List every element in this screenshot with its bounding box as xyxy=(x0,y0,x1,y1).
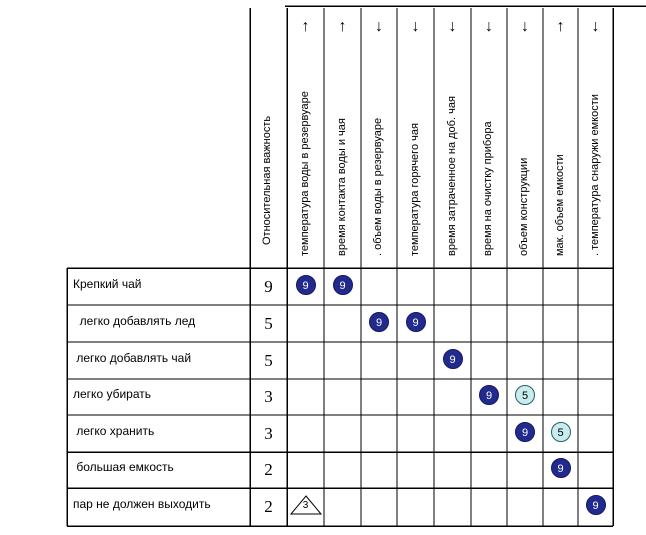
strong-relationship-circle: 9 xyxy=(586,495,606,515)
row-label: легко добавлять лед xyxy=(73,313,196,328)
strong-relationship-circle: 9 xyxy=(296,275,316,295)
strong-relationship-circle: 9 xyxy=(333,275,353,295)
column-header-label: объем конструкции xyxy=(518,157,530,256)
medium-relationship-circle: 5 xyxy=(551,422,571,442)
direction-arrow: ↓ xyxy=(375,18,383,35)
direction-arrow: ↓ xyxy=(448,18,457,35)
row-label: пар не должен выходить xyxy=(73,497,211,511)
importance-value: 2 xyxy=(264,460,273,479)
importance-value: 2 xyxy=(264,497,273,516)
importance-value: 5 xyxy=(264,313,273,333)
strong-relationship-circle: 9 xyxy=(443,349,463,369)
direction-arrow: ↓ xyxy=(485,18,493,35)
direction-arrow: ↓ xyxy=(521,18,529,35)
strong-relationship-circle: 9 xyxy=(479,385,499,405)
strong-relationship-circle: 9 xyxy=(369,312,389,332)
importance-value: 9 xyxy=(264,276,273,296)
row-label: легко хранить xyxy=(73,423,155,438)
weak-relationship-triangle xyxy=(290,495,322,515)
medium-relationship-circle: 5 xyxy=(515,385,535,405)
column-header-label: . температура снаружи емкости xyxy=(588,94,601,256)
row-label: легко убирать xyxy=(73,387,151,401)
direction-arrow: ↑ xyxy=(556,18,565,35)
column-header-label: время контакта воды и чая xyxy=(335,118,348,256)
column-header-label: . объем воды в резервуаре xyxy=(372,117,384,256)
direction-arrow: ↑ xyxy=(338,18,347,35)
row-label: Крепкий чай xyxy=(73,276,142,291)
importance-header: Относительная важность xyxy=(261,115,273,245)
column-header-label: температура воды в резервуаре xyxy=(298,91,311,256)
column-header-label: время затраченное на доб. чая xyxy=(445,96,458,256)
row-label: большая емкость xyxy=(73,460,174,474)
direction-arrow: ↓ xyxy=(411,18,420,35)
direction-arrow: ↑ xyxy=(301,18,310,35)
strong-relationship-circle: 9 xyxy=(406,312,426,332)
importance-value: 5 xyxy=(264,350,273,370)
direction-arrow: ↓ xyxy=(591,18,600,35)
column-header-label: мак. объем емкости xyxy=(553,154,566,256)
strong-relationship-circle: 9 xyxy=(515,422,535,442)
row-label: легко добавлять чай xyxy=(73,350,192,365)
column-header-label: температура горячего чая xyxy=(408,123,421,256)
importance-value: 3 xyxy=(264,387,273,406)
importance-value: 3 xyxy=(264,423,273,443)
relationship-value: 3 xyxy=(302,500,309,511)
strong-relationship-circle: 9 xyxy=(551,458,571,478)
column-header-label: время на очистку прибора xyxy=(482,121,494,256)
